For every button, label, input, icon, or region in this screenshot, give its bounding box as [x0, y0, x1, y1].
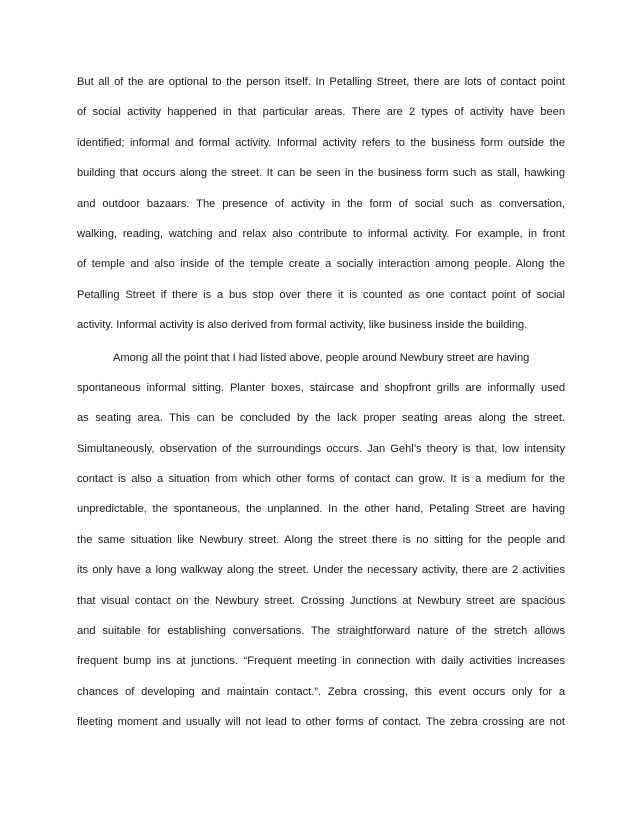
text-line: Among all the point that I had listed above, people around Newbury street are having: [113, 351, 530, 364]
text-line: building that occurs along the street. It can be seen in the business form such as stall, hawking: [77, 167, 565, 180]
text-line: the same situation like Newbury street. Along the street there is no sitting for the people and: [77, 533, 565, 546]
text-line: Petalling Street if there is a bus stop over there it is counted as one contact point of social: [77, 288, 565, 301]
text-line: contact is also a situation from which other forms of contact can grow. It is a medium for the: [77, 473, 565, 486]
text-line: frequent bump ins at junctions. “Frequent meeting in connection with daily activities increases: [77, 655, 565, 668]
text-line: Simultaneously, observation of the surroundings occurs. Jan Gehl’s theory is that, low intensity: [77, 442, 565, 455]
text-line: But all of the are optional to the person itself. In Petalling Street, there are lots of contact point: [77, 76, 565, 88]
body-text: [77, 72, 565, 743]
paragraph-2: [77, 348, 565, 743]
text-line: and suitable for establishing conversations. The straightforward nature of the stretch allows: [77, 625, 565, 638]
text-line: of temple and also inside of the temple create a socially interaction among people. Along the: [77, 258, 565, 271]
text-line: unpredictable, the spontaneous, the unplanned. In the other hand, Petaling Street are having: [77, 503, 565, 516]
text-line: spontaneous informal sitting. Planter boxes, staircase and shopfront grills are informally used: [77, 381, 565, 394]
text-line: that visual contact on the Newbury street. Crossing Junctions at Newbury street are spacious: [77, 594, 565, 607]
text-line: chances of developing and maintain contact.”. Zebra crossing, this event occurs only for a: [77, 685, 565, 698]
text-line: activity. Informal activity is also derived from formal activity, like business inside the building.: [77, 319, 528, 332]
text-line: its only have a long walkway along the street. Under the necessary activity, there are 2 activities: [77, 564, 565, 577]
paragraph-1: [77, 72, 565, 346]
text-line: fleeting moment and usually will not lead to other forms of contact. The zebra crossing are not: [77, 716, 565, 729]
text-line: as seating area. This can be concluded by the lack proper seating areas along the street.: [77, 412, 565, 425]
text-line: identified; informal and formal activity. Informal activity refers to the business form outside the: [77, 136, 565, 149]
text-line: of social activity happened in that particular areas. There are 2 types of activity have been: [77, 106, 565, 119]
text-line: walking, reading, watching and relax also contribute to informal activity. For example, in front: [77, 227, 565, 240]
text-line: and outdoor bazaars. The presence of activity in the form of social such as conversation,: [77, 197, 565, 210]
